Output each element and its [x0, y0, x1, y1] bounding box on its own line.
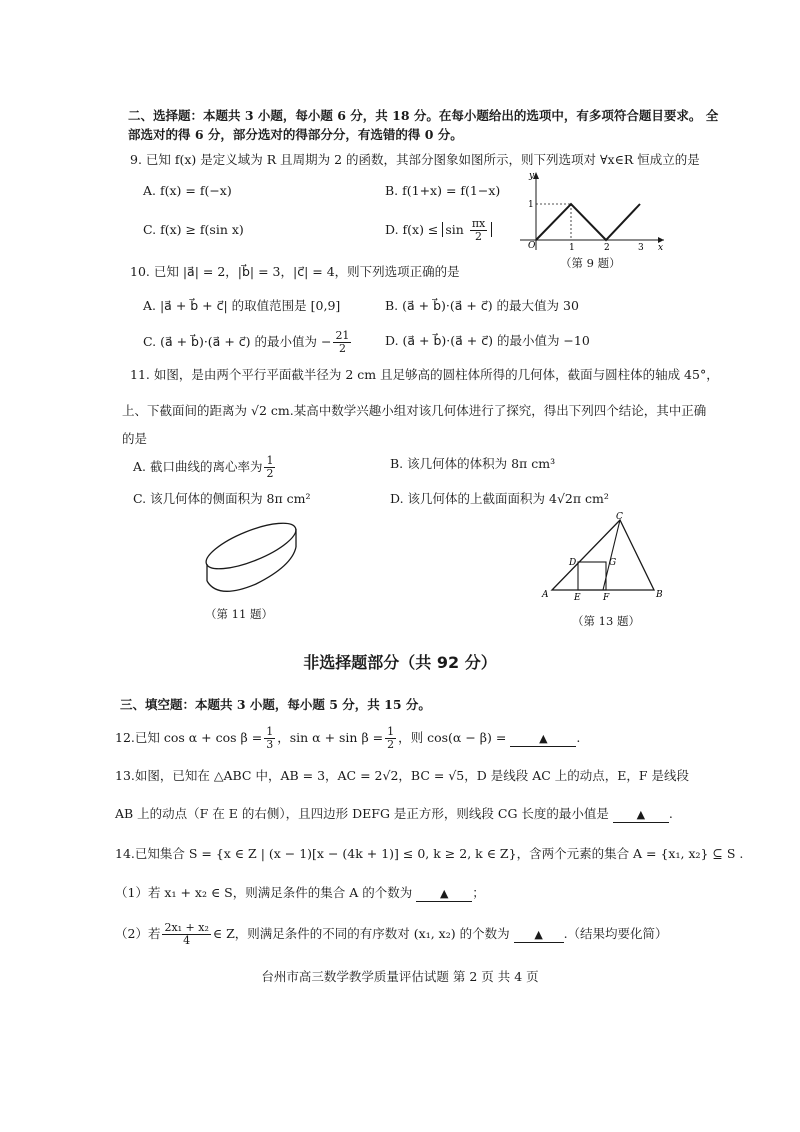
q10-option-a: A. |a⃗ + b⃗ + c⃗| 的取值范围是 [0,9]: [143, 298, 341, 313]
q13-label-e: E: [574, 593, 581, 602]
q10-c-num: 21: [335, 329, 350, 342]
q14-part2: [115, 922, 668, 947]
q12-f2-num: 1: [387, 725, 395, 738]
q12-end: .: [576, 730, 581, 745]
q11-a-frac: [264, 455, 275, 480]
q13-line1: 13.如图，已知在 △ABC 中，AB = 3，AC = 2√2，BC = √5，D 是线段 AC 上的动点，E，F 是线段: [115, 768, 690, 783]
q12: [115, 726, 580, 751]
q9-option-d: [385, 218, 492, 243]
q9-graph-figure: [518, 168, 668, 252]
q14-p2-den: 4: [183, 934, 191, 947]
q14-p2-pre: （2）若: [115, 926, 161, 941]
q13-label-c: C: [616, 512, 623, 522]
q10-c-frac: [333, 330, 351, 355]
q12-frac1: [264, 726, 275, 751]
q14-p2-answer-blank[interactable]: ▲: [514, 928, 564, 943]
q12-mid: ，sin α + sin β =: [277, 730, 384, 745]
page-footer: 台州市高三数学教学质量评估试题 第 2 页 共 4 页: [261, 969, 539, 984]
q11-a-den: 2: [266, 467, 274, 480]
q10-c-den: 2: [338, 342, 346, 355]
q9-stem: 9. 已知 f(x) 是定义域为 R 且周期为 2 的函数，其部分图象如图所示，则下列选项对 ∀x∈R 恒成立的是: [130, 152, 700, 167]
q11-a-num: 1: [266, 454, 274, 467]
q13-line2-pre: AB 上的动点（F 在 E 的右侧），且四边形 DEFG 是正方形，则线段 CG 长度的最小值是: [115, 806, 609, 821]
q12-f1-num: 1: [266, 725, 274, 738]
q11-a-prefix: A. 截口曲线的离心率为: [133, 459, 263, 474]
q9-label-t2: 2: [604, 243, 610, 252]
q10-stem: 10. 已知 |a⃗| = 2，|b⃗| = 3，|c⃗| = 4，则下列选项正确的是: [130, 264, 460, 279]
q11-figure-caption: （第 11 题）: [205, 607, 273, 621]
q14-part1: [115, 884, 485, 902]
nonchoice-title: 非选择题部分（共 92 分）: [303, 653, 497, 672]
q10-option-c: [143, 330, 353, 355]
q9-option-d-abs: [442, 217, 492, 243]
q9-label-1y: 1: [528, 200, 534, 210]
q14-p2-end: .（结果均要化简）: [563, 926, 668, 941]
q11-option-a: [133, 455, 277, 480]
q9-label-t3: 3: [638, 243, 644, 252]
q14-p2-frac: [162, 922, 210, 947]
q9-option-d-frac: [470, 218, 487, 243]
q14-p1-end: ；: [472, 885, 485, 900]
section3-title: 三、填空题：本题共 3 小题，每小题 5 分，共 15 分。: [120, 697, 431, 712]
q13-square-defg: [578, 562, 606, 590]
q13-label-d: D: [569, 558, 577, 568]
section2-title: 二、选择题：本题共 3 小题，每小题 6 分，共 18 分。在每小题给出的选项中，有多项符合题目要求。 全: [128, 108, 719, 123]
q10-option-b: B. (a⃗ + b⃗)·(a⃗ + c⃗) 的最大值为 30: [385, 298, 579, 313]
q9-option-c: C. f(x) ≥ f(sin x): [143, 222, 244, 237]
q9-label-o: O: [528, 241, 536, 251]
section2-title-cont: 部选对的得 6 分，部分选对的得部分分，有选错的得 0 分。: [128, 127, 463, 142]
q10-option-d: D. (a⃗ + b⃗)·(a⃗ + c⃗) 的最小值为 −10: [385, 333, 590, 348]
q13-label-a: A: [542, 590, 549, 600]
q11-line1: 11. 如图，是由两个平行平面截半径为 2 cm 且足够高的圆柱体所得的几何体，截面与圆柱体的轴成 45°，: [130, 367, 719, 382]
q9-option-d-prefix: D. f(x) ≤: [385, 222, 443, 237]
q12-pre: 12.已知 cos α + cos β =: [115, 730, 263, 745]
q13-end: .: [668, 806, 673, 821]
q9-option-a: A. f(x) = f(−x): [143, 183, 232, 198]
q13-figure-caption: （第 13 题）: [572, 614, 640, 628]
q11-top-ellipse: [201, 518, 301, 578]
q13-label-g: G: [609, 558, 617, 568]
q13-line2: [115, 805, 673, 823]
q13-label-f: F: [603, 593, 610, 602]
q9-option-d-sin: sin: [445, 222, 464, 237]
q9-label-y: y: [529, 171, 535, 181]
q11-cylinder-figure: [196, 518, 306, 600]
q9-d-frac-den: 2: [475, 230, 483, 243]
q13-triangle-figure: [540, 510, 670, 602]
q9-label-t1: 1: [569, 243, 575, 252]
q14-p1-pre: （1）若 x₁ + x₂ ∈ S，则满足条件的集合 A 的个数为: [115, 885, 413, 900]
q11-line2: 上、下截面间的距离为 √2 cm.某高中数学兴趣小组对该几何体进行了探究，得出下列四个结论，其中正确: [122, 403, 707, 418]
q9-function-curve: [536, 204, 640, 240]
q13-triangle-abc: [552, 520, 654, 590]
q12-frac2: [385, 726, 396, 751]
q9-label-x: x: [658, 243, 664, 252]
q9-d-frac-num: πx: [471, 217, 486, 230]
q12-f2-den: 2: [387, 738, 395, 751]
q12-post: ，则 cos(α − β) =: [398, 730, 507, 745]
q13-label-b: B: [656, 590, 663, 600]
q13-answer-blank[interactable]: ▲: [613, 808, 669, 823]
q9-figure-caption: （第 9 题）: [560, 256, 621, 270]
q9-option-b: B. f(1+x) = f(1−x): [385, 183, 501, 198]
q14-p1-answer-blank[interactable]: ▲: [416, 887, 472, 902]
q10-c-prefix: C. (a⃗ + b⃗)·(a⃗ + c⃗) 的最小值为 −: [143, 334, 332, 349]
q14-stem: 14.已知集合 S = {x ∈ Z | (x − 1)[x − (4k + 1)] ≤ 0, k ≥ 2, k ∈ Z}，含两个元素的集合 A = {x₁, x₂} ⊆ S .: [115, 846, 744, 861]
q11-option-b: B. 该几何体的体积为 8π cm³: [390, 456, 556, 471]
q11-option-c: C. 该几何体的侧面积为 8π cm²: [133, 491, 311, 506]
q11-option-d: D. 该几何体的上截面面积为 4√2π cm²: [390, 491, 609, 506]
q14-p2-mid: ∈ Z，则满足条件的不同的有序数对 (x₁, x₂) 的个数为: [212, 926, 510, 941]
q12-f1-den: 3: [266, 738, 274, 751]
q11-line3: 的是: [122, 431, 148, 446]
q14-p2-num: 2x₁ + x₂: [164, 921, 209, 934]
q12-answer-blank[interactable]: ▲: [510, 732, 576, 747]
